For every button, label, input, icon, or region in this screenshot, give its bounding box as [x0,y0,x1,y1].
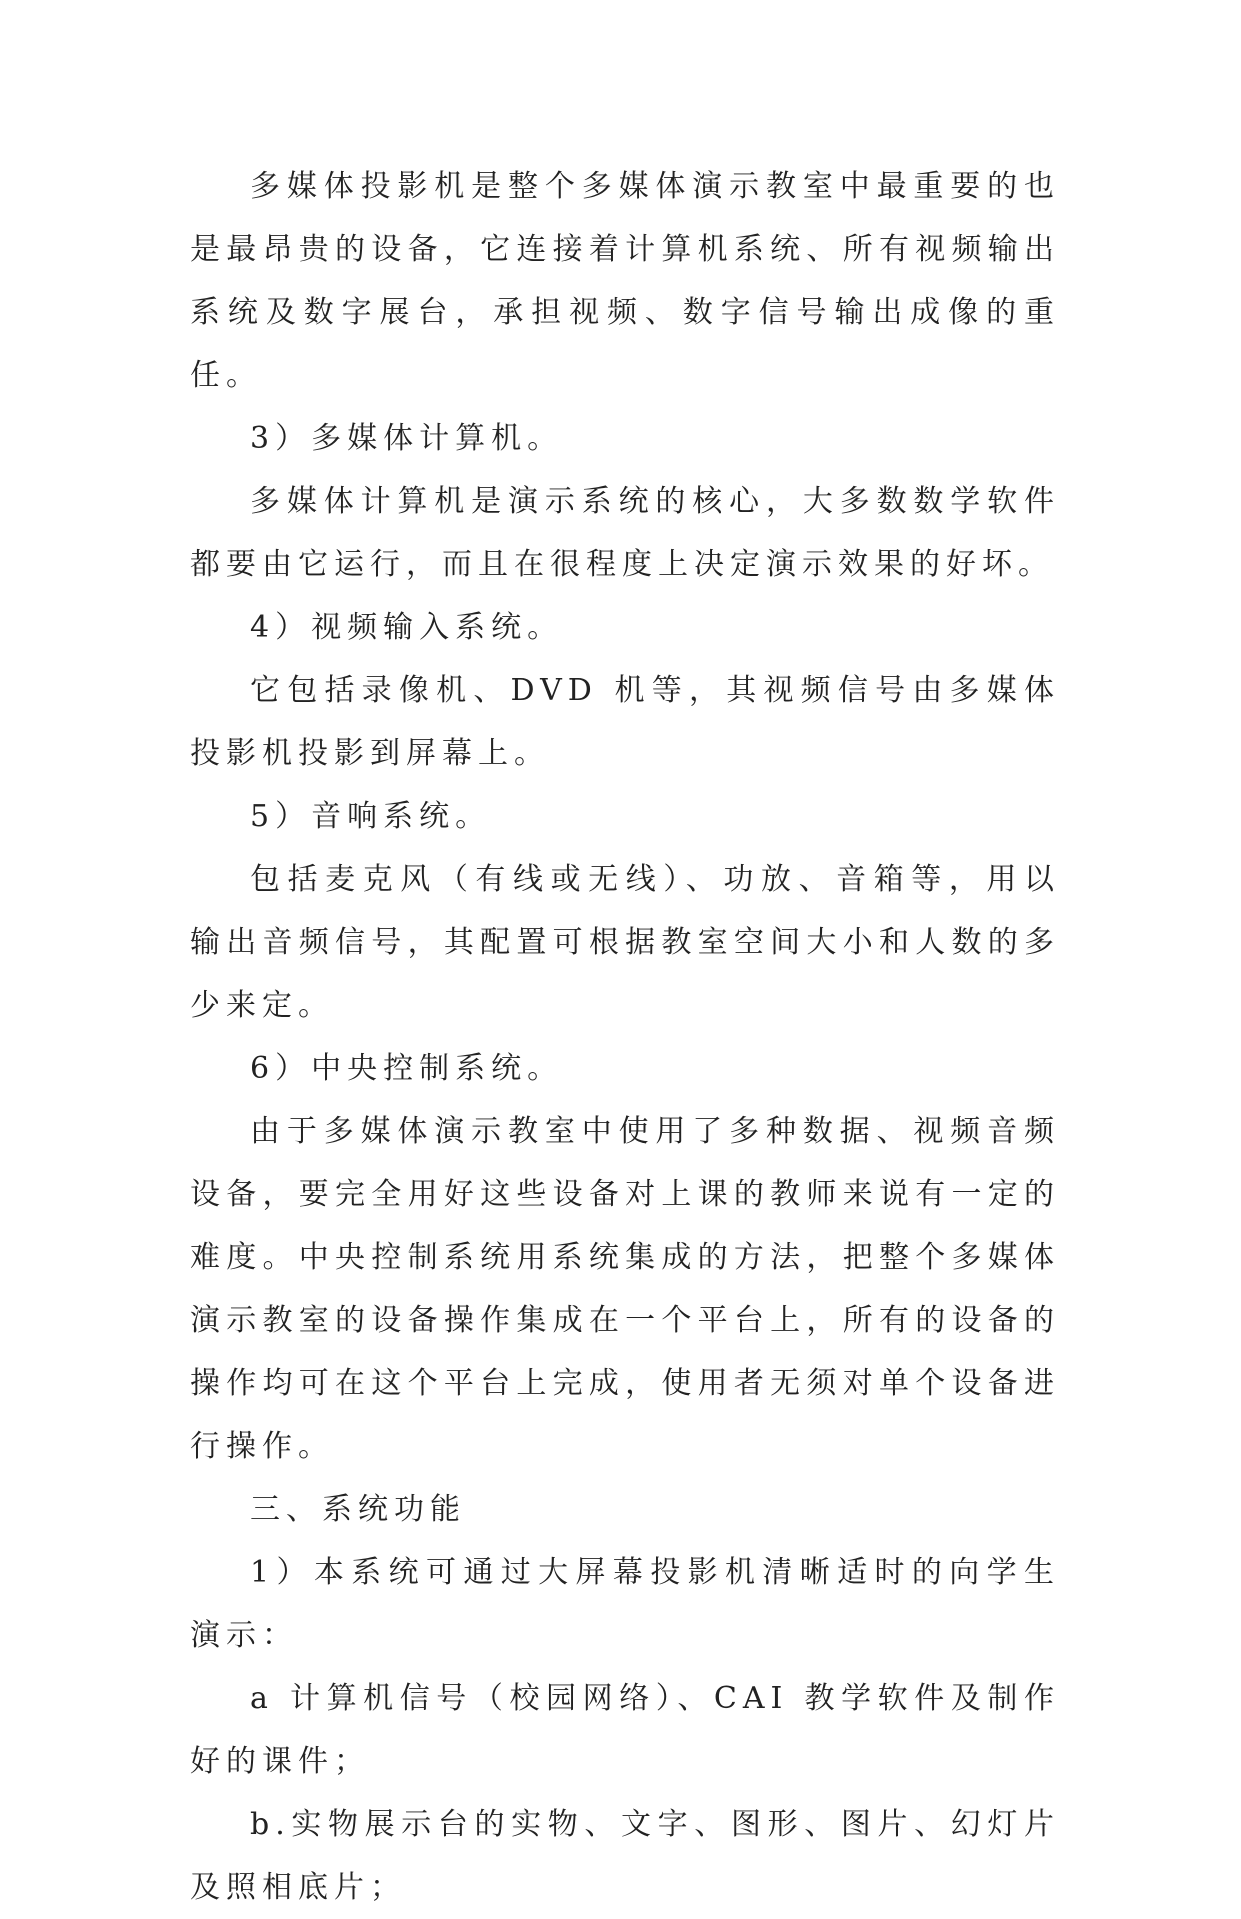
heading-audio-system: 5）音响系统。 [250,799,492,834]
section-heading-system-functions: 三、系统功能 [250,1492,466,1527]
list-item-function-1: 1）本系统可通过大屏幕投影机清晰适时的向学生演示： [190,1555,1060,1653]
paragraph-central-control: 由于多媒体演示教室中使用了多种数据、视频音频设备，要完全用好这些设备对上课的教师来说有一定的难度。中央控制系统用系统集成的方法，把整个多媒体演示教室的设备操作集成在一个平台上，所有的设备的操作均可在这个平台上完成，使用者无须对单个设备进行操作。 [190,1114,1060,1464]
paragraph-audio-system: 包括麦克风（有线或无线）、功放、音箱等，用以输出音频信号，其配置可根据教室空间大小和人数的多少来定。 [190,862,1060,1023]
paragraph-projector-description: 多媒体投影机是整个多媒体演示教室中最重要的也是最昂贵的设备，它连接着计算机系统、所有视频输出系统及数字展台，承担视频、数字信号输出成像的重任。 [190,169,1060,393]
heading-central-control: 6）中央控制系统。 [250,1051,564,1086]
paragraph-video-input: 它包括录像机、DVD 机等，其视频信号由多媒体投影机投影到屏幕上。 [190,673,1060,771]
paragraph-multimedia-computer: 多媒体计算机是演示系统的核心，大多数数学软件都要由它运行，而且在很程度上决定演示效果的好坏。 [190,484,1060,582]
list-item-function-b: b.实物展示台的实物、文字、图形、图片、幻灯片及照相底片； [190,1807,1060,1905]
heading-video-input: 4）视频输入系统。 [250,610,564,645]
document-body [190,155,1060,1919]
heading-multimedia-computer: 3）多媒体计算机。 [250,421,564,456]
list-item-function-a: a 计算机信号（校园网络）、CAI 教学软件及制作好的课件； [190,1681,1060,1779]
